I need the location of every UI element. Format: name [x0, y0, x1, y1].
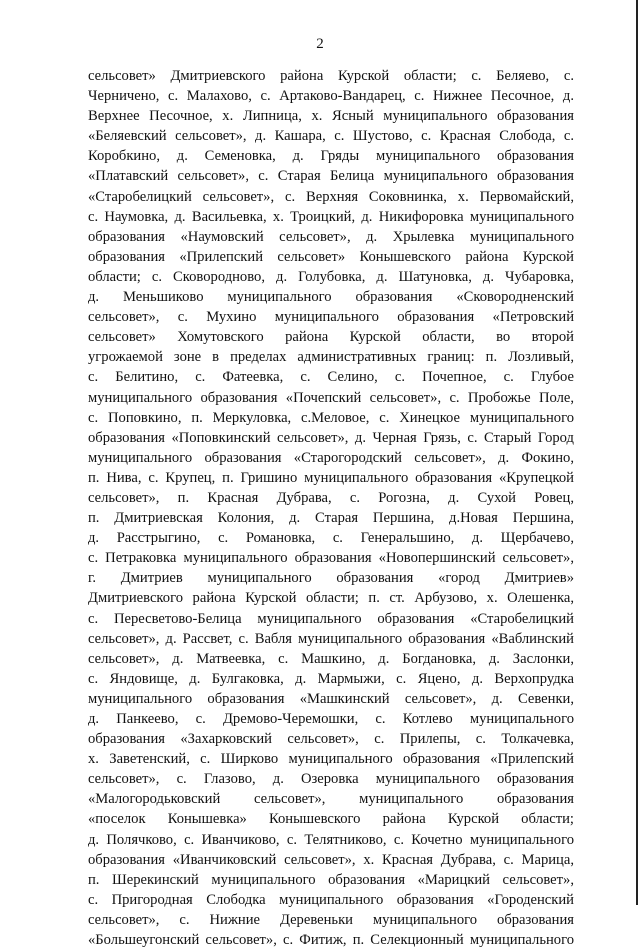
- text-line: сельсовет», д. Матвеевка, с. Машкино, д. Богдановка, д. Заслонки,: [88, 650, 574, 667]
- text-line: образования «Прилепский сельсовет» Конышевского района Курской: [88, 248, 574, 265]
- text-line: муниципального образования «Старогородский сельсовет», д. Фокино,: [88, 449, 574, 466]
- text-line: сельсовет», с. Глазово, д. Озеровка муниципального образования: [88, 771, 574, 788]
- text-line: с. Белитино, с. Фатеевка, с. Селино, с. Почепное, с. Глубое: [88, 369, 574, 386]
- text-line: области; с. Сковородново, д. Голубовка, д. Шатуновка, д. Чубаровка,: [88, 268, 574, 285]
- text-line: Черничено, с. Малахово, с. Артаково-Вандарец, с. Нижнее Песочное, д.: [88, 88, 574, 105]
- text-line: с. Поповкино, п. Меркуловка, с.Меловое, с. Хинецкое муниципального: [88, 409, 574, 426]
- text-line: с. Пригородная Слободка муниципального образования «Городенский: [88, 891, 574, 908]
- text-line: «Большеугонский сельсовет», с. Фитиж, п. Селекционный муниципального: [88, 932, 574, 949]
- text-line: д. Расстрыгино, с. Романовка, с. Генеральшино, д. Щербачево,: [88, 530, 574, 547]
- text-line: муниципального образования «Машкинский сельсовет», д. Севенки,: [88, 690, 574, 707]
- text-line: с. Петраковка муниципального образования «Новопершинский сельсовет»,: [88, 550, 574, 567]
- text-line: «Старобелицкий сельсовет», с. Верхняя Соковнинка, х. Первомайский,: [88, 188, 574, 205]
- document-body: [88, 66, 574, 950]
- text-line: п. Дмитриевская Колония, д. Старая Першина, д.Новая Першина,: [88, 510, 574, 527]
- text-line: образования «Иванчиковский сельсовет», х. Красная Дубрава, с. Марица,: [88, 851, 574, 868]
- text-line: сельсовет» Дмитриевского района Курской области; с. Беляево, с.: [88, 68, 574, 84]
- text-line: «поселок Конышевка» Конышевского района Курской области;: [88, 811, 574, 828]
- text-line: «Беляевский сельсовет», д. Кашара, с. Шустово, с. Красная Слобода, с.: [88, 128, 574, 145]
- text-line: с. Яндовище, д. Булгаковка, д. Мармыжи, с. Яцено, д. Верхопрудка: [88, 670, 574, 687]
- text-line: сельсовет», д. Рассвет, с. Вабля муниципального образования «Ваблинский: [88, 630, 574, 647]
- page-number: 2: [316, 36, 324, 52]
- text-line: Дмитриевского района Курской области; п. ст. Арбузово, х. Олешенка,: [88, 590, 574, 607]
- text-line: г. Дмитриев муниципального образования «город Дмитриев»: [88, 570, 574, 587]
- text-line: сельсовет», п. Красная Дубрава, с. Рогозна, д. Сухой Ровец,: [88, 489, 574, 506]
- text-line: «Платавский сельсовет», с. Старая Белица муниципального образования: [88, 168, 574, 185]
- text-line: п. Шерекинский муниципального образования «Марицкий сельсовет»,: [88, 871, 574, 888]
- text-line: Верхнее Песочное, х. Липница, х. Ясный муниципального образования: [88, 108, 574, 125]
- text-line: с. Наумовка, д. Васильевка, х. Троицкий, д. Никифоровка муниципального: [88, 208, 574, 225]
- text-line: д. Полячково, с. Иванчиково, с. Телятниково, с. Кочетно муниципального: [88, 831, 574, 848]
- text-line: сельсовет» Хомутовского района Курской области, во второй: [88, 329, 574, 346]
- text-line: образования «Наумовский сельсовет», д. Хрылевка муниципального: [88, 228, 574, 245]
- scan-edge-line: [636, 0, 638, 905]
- text-line: Коробкино, д. Семеновка, д. Гряды муниципального образования: [88, 148, 574, 165]
- text-line: угрожаемой зоне в пределах административных границ: п. Лозливый,: [88, 349, 574, 366]
- text-line: образования «Поповкинский сельсовет», д. Черная Грязь, с. Старый Город: [88, 429, 574, 446]
- text-line: муниципального образования «Почепский сельсовет», с. Пробожье Поле,: [88, 389, 574, 406]
- text-line: п. Нива, с. Крупец, п. Гришино муниципального образования «Крупецкой: [88, 469, 574, 486]
- text-line: х. Заветенский, с. Ширково муниципального образования «Прилепский: [88, 751, 574, 768]
- text-line: образования «Захарковский сельсовет», с. Прилепы, с. Толкачевка,: [88, 731, 574, 748]
- text-line: сельсовет», с. Мухино муниципального образования «Петровский: [88, 309, 574, 326]
- text-line: д. Меньшиково муниципального образования «Сковородненский: [88, 289, 574, 306]
- text-line: д. Панкеево, с. Дремово-Черемошки, с. Котлево муниципального: [88, 711, 574, 727]
- text-line: с. Пересветово-Белица муниципального образования «Старобелицкий: [88, 610, 574, 627]
- text-line: «Малогородьковский сельсовет», муниципального образования: [88, 791, 574, 808]
- text-line: сельсовет», с. Нижние Деревеньки муниципального образования: [88, 911, 574, 928]
